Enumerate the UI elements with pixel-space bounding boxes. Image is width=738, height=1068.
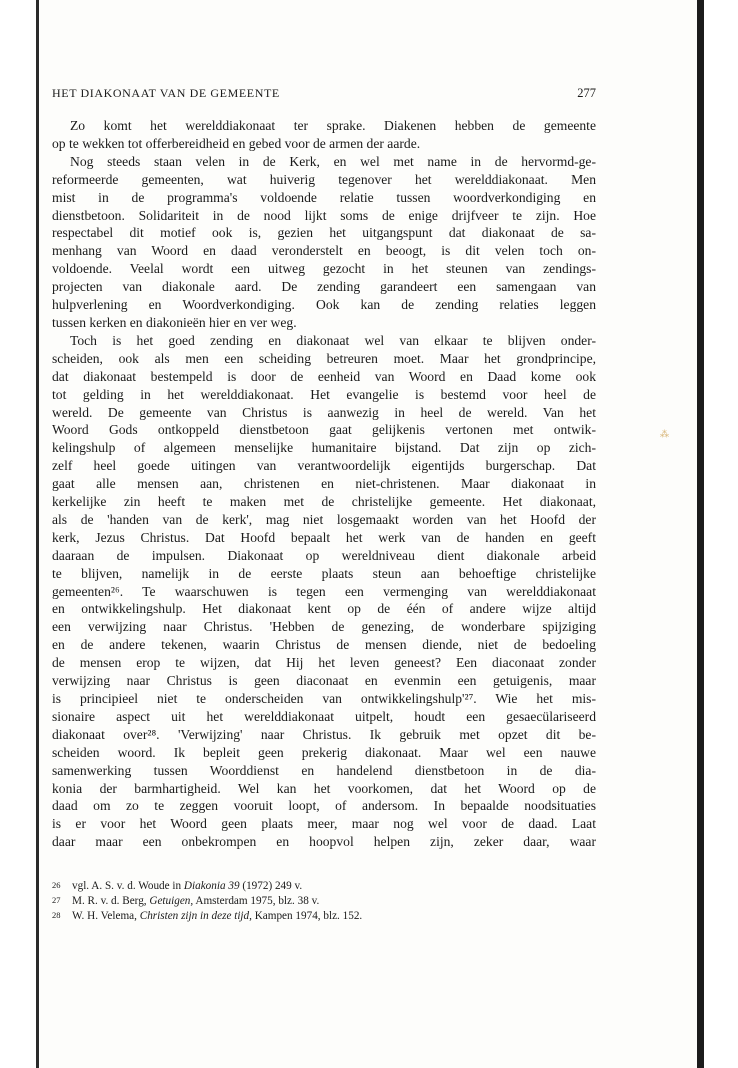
text-line: kelingshulp of algemeen menselijke humanitaire bijstand. Dat zijn op zich- bbox=[52, 440, 596, 456]
text-line: zelf heel goede uitingen van verantwoordelijk eigentijds burgerschap. Dat bbox=[52, 458, 596, 474]
footnote-text bbox=[72, 879, 302, 894]
text-line: menhang van Woord en daad veronderstelt en beoogt, is dit velen toch on- bbox=[52, 243, 596, 259]
text-line: kerkelijke zin heeft te maken met de christelijke gemeente. Het diakonaat, bbox=[52, 494, 596, 510]
footnote-publication: (1972) 249 v. bbox=[239, 880, 303, 892]
footnote-text bbox=[72, 909, 362, 924]
text-line: daaraan de impulsen. Diakonaat op wereldniveau dient diakonale arbeid bbox=[52, 547, 596, 563]
footnote-author: W. H. Velema, bbox=[72, 910, 140, 922]
footnote-number: 26 bbox=[52, 880, 61, 890]
footnote bbox=[52, 894, 552, 909]
text-line: Zo komt het werelddiakonaat ter sprake. Diakenen hebben de gemeente bbox=[70, 118, 596, 133]
text-line: mist in de programma's voldoende relatie tussen woordverkondiging en bbox=[52, 189, 596, 205]
text-line: daar maar een onbekrompen en hoopvol helpen zijn, zeker daar, waar bbox=[52, 834, 596, 850]
text-line: op te wekken tot offerbereidheid en gebed voor de armen der aarde. bbox=[52, 135, 421, 151]
text-line: is er voor het Woord geen plaats meer, maar nog wel voor de daad. Laat bbox=[52, 816, 596, 832]
text-line: verwijzing naar Christus is geen diaconaat en evenmin een getuigenis, maar bbox=[52, 673, 596, 689]
footnote-text bbox=[72, 894, 319, 909]
footnote bbox=[52, 879, 552, 894]
text-line: tot gelding in het werelddiakonaat. Het evangelie is bestemd voor heel de bbox=[52, 386, 596, 402]
text-line: wereld. De gemeente van Christus is aanwezig in heel de wereld. Van het bbox=[52, 404, 596, 420]
footnote-number: 27 bbox=[52, 895, 61, 905]
scan-edge-left bbox=[36, 0, 39, 1068]
text-line: gaat alle mensen aan, christenen en niet-christenen. Maar diakonaat in bbox=[52, 476, 596, 492]
text-line: reformeerde gemeenten, wat huiverig tegenover het werelddiakonaat. Men bbox=[52, 171, 596, 187]
text-line: diakonaat over²⁸. 'Verwijzing' naar Christus. Ik gebruik met opzet dit be- bbox=[52, 726, 596, 742]
text-line: projecten van diakonale aard. De zending garandeert een samengaan van bbox=[52, 279, 596, 295]
scan-edge-right bbox=[697, 0, 704, 1068]
text-line: Woord Gods ontkoppeld dienstbetoon gaat gelijkenis vertonen met ontwik- bbox=[52, 422, 596, 438]
footnote-author: M. R. v. d. Berg, bbox=[72, 895, 150, 907]
body-text bbox=[52, 117, 596, 851]
text-line: voldoende. Veelal wordt een uitweg gezocht in het steunen van zendings- bbox=[52, 261, 596, 277]
running-head bbox=[52, 86, 596, 101]
text-line: de mensen erop te wijzen, dat Hij het leven geneest? Een diaconaat zonder bbox=[52, 655, 596, 671]
text-line: scheiden, ook als men een scheiding betreuren moet. Maar het grondprincipe, bbox=[52, 350, 596, 366]
margin-speck: ⁂ bbox=[660, 429, 669, 439]
text-line: scheiden woord. Ik bepleit geen prekerig diakonaat. Maar wel een nauwe bbox=[52, 744, 596, 760]
text-line: is principieel niet te onderscheiden van ontwikkelingshulp'²⁷. Wie het mis- bbox=[52, 691, 596, 706]
text-line: dienstbetoon. Solidariteit in de nood lijkt soms de enige drijfveer te zijn. Hoe bbox=[52, 207, 596, 223]
text-line: en de andere tekenen, waarin Christus de mensen diende, niet de bedoeling bbox=[52, 637, 596, 653]
text-line: tussen kerken en diakonieën hier en ver weg. bbox=[52, 314, 297, 330]
text-line: Toch is het goed zending en diakonaat wel van elkaar te blijven onder- bbox=[70, 332, 596, 348]
text-line: hulpverlening en Woordverkondiging. Ook kan de zending relaties leggen bbox=[52, 297, 596, 313]
page-number: 277 bbox=[577, 86, 596, 100]
text-line: en ontwikkelingshulp. Het diakonaat kent op de één of andere wijze altijd bbox=[52, 601, 596, 617]
text-line: samenwerking tussen Woorddienst en handelend dienstbetoon in de dia- bbox=[52, 762, 596, 778]
text-line: dat diakonaat bestempeld is door de eenheid van Woord en Daad kome ook bbox=[52, 368, 596, 384]
footnote-title: Diakonia 39 bbox=[183, 880, 240, 892]
text-line: een verwijzing naar Christus. 'Hebben de genezing, de wonderbare spijziging bbox=[52, 619, 596, 635]
text-line: Nog steeds staan velen in de Kerk, en wel met name in de hervormd-ge- bbox=[70, 153, 596, 169]
footnote-title: Christen zijn in deze tijd, bbox=[139, 910, 252, 922]
text-line: sionaire aspect uit het werelddiakonaat uitpelt, houdt een gesaecülariseerd bbox=[52, 708, 596, 724]
text-line: gemeenten²⁶. Te waarschuwen is tegen een vermenging van werelddiakonaat bbox=[52, 583, 596, 599]
text-line: kerk, Jezus Christus. Dat Hoofd bepaalt het werk van de handen en geeft bbox=[52, 529, 596, 545]
footnote-publication: Amsterdam 1975, blz. 38 v. bbox=[193, 895, 320, 907]
footnote bbox=[52, 909, 552, 924]
text-line: als de 'handen van de kerk', mag niet losgemaakt worden van het Hoofd der bbox=[52, 511, 596, 527]
footnote-author: vgl. A. S. v. d. Woude in bbox=[72, 880, 184, 892]
footnote-title: Getuigen, bbox=[149, 895, 194, 907]
footnotes bbox=[52, 879, 552, 924]
text-line: konia der barmhartigheid. Wel kan het voorkomen, dat het Woord op de bbox=[52, 780, 596, 796]
text-line: te blijven, namelijk in de eerste plaats steun aan behoeftige christelijke bbox=[52, 565, 596, 581]
text-line: daad om zo te zeggen vooruit loopt, of andersom. In bepaalde noodsituaties bbox=[52, 798, 596, 814]
running-title: HET DIAKONAAT VAN DE GEMEENTE bbox=[52, 86, 280, 100]
footnote-number: 28 bbox=[52, 910, 61, 920]
footnote-publication: Kampen 1974, blz. 152. bbox=[251, 910, 363, 922]
text-line: respectabel dit motief ook is, gezien het uitgangspunt dat diakonaat de sa- bbox=[52, 225, 596, 241]
